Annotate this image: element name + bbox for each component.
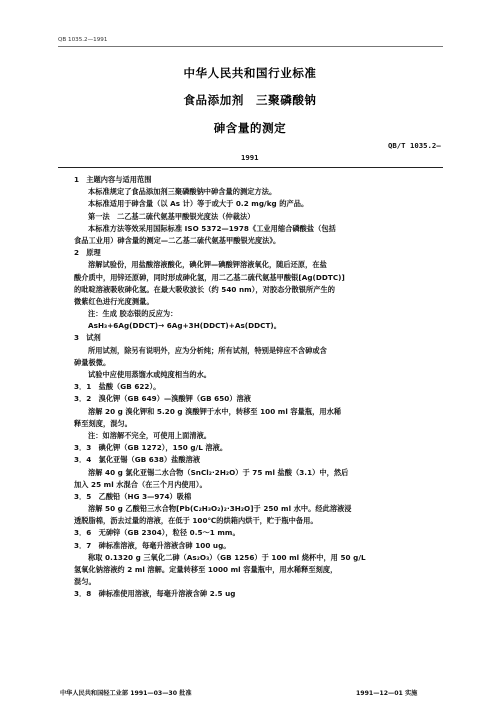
body-line: 微紫红色进行光度测量。 (74, 296, 154, 306)
clause-heading: 3．8 砷标准使用溶液，每毫升溶液含砷 2.5 ug (74, 589, 236, 599)
section-heading: 3 试剂 (74, 333, 101, 343)
body-line: 本标准方法等效采用国际标准 ISO 5372—1978《工业用缩合磷酸盐（包括 (88, 223, 336, 233)
body-line: 混匀。 (74, 577, 96, 587)
body-line: 本标准规定了食品添加剂三聚磷酸钠中砷含量的测定方法。 (88, 187, 277, 197)
note-line: 注：生成 胶态银的反应为： (88, 309, 178, 319)
body-line: 溶解 40 g 氯化亚锡二水合物（SnCl₂·2H₂O）于 75 ml 盐酸（3.1）中，然后 (88, 467, 349, 477)
standard-year: 1991 (241, 153, 259, 162)
running-header-code: QB 1035.2—1991 (58, 37, 108, 43)
body-line: 透脱脂棉，沥去过量的溶液，在低于 100℃的烘箱内烘干，贮于瓶中备用。 (74, 516, 318, 526)
body-line: 称取 0.1320 g 三氧化二砷（As₂O₃）（GB 1256）于 100 ml 烧杯中，用 50 g/L (88, 552, 366, 562)
document-issuer-title: 中华人民共和国行业标准 (183, 66, 317, 80)
body-line: 溶解试验份，用盐酸溶液酸化，碘化钾—碘酸钾溶液氧化，随后还原，在盐 (88, 260, 327, 270)
reaction-equation: AsH₃+6Ag(DDCT)→ 6Ag+3H(DDCT)+As(DDCT)。 (88, 321, 281, 331)
body-line: 溶解 50 g 乙酸铅三水合物[Pb(C₂H₃O₂)₂·3H₂O]于 250 ml 水中。经此溶液浸 (88, 504, 352, 514)
implementation-footer: 1991—12—01 实施 (356, 690, 418, 697)
clause-heading: 3．5 乙酸铅（HG 3—974）吸棉 (74, 491, 192, 501)
clause-heading: 3．6 无砷锌（GB 2304），粒径 0.5～1 mm。 (74, 528, 240, 538)
body-line: 的吡啶溶液吸收砷化氢。在最大吸收波长（约 540 nm），对胶态分散银所产生的 (74, 284, 335, 294)
document-method-title: 砷含量的测定 (213, 121, 287, 135)
document-body (74, 174, 436, 601)
body-line: 砷量极微。 (74, 357, 111, 367)
body-line: 所用试剂，除另有说明外，应为分析纯；所有试剂，特别是锌应不含砷或含 (88, 345, 327, 355)
body-line: 酸介质中，用锌还原砷，同时形成砷化氢，用二乙基二硫代氨基甲酸银[Ag(DDTC)] (74, 272, 345, 282)
clause-heading: 3．4 氯化亚锡（GB 638）盐酸溶液 (74, 455, 201, 465)
standard-number: QB/T 1035.2— (388, 141, 441, 150)
body-line: 本标准适用于砷含量（以 As 计）等于或大于 0.2 mg/kg 的产品。 (88, 199, 309, 209)
clause-heading: 3．2 溴化钾（GB 649）—溴酸钾（GB 650）溶液 (74, 394, 252, 404)
method-heading: 第一法 二乙基二硫代氨基甲酸银光度法（仲裁法） (88, 211, 255, 221)
body-line: 食品工业用）砷含量的测定—二乙基二硫代氨基甲酸银光度法》。 (74, 235, 281, 245)
body-line: 试验中应使用蒸馏水或纯度相当的水。 (88, 370, 212, 379)
header-rule (58, 46, 443, 47)
clause-heading: 3．1 盐酸（GB 622）。 (74, 382, 161, 392)
note-line: 注：如溶解不完全，可使用上面清液。 (88, 430, 212, 440)
clause-heading: 3．3 碘化钾（GB 1272），150 g/L 溶液。 (74, 443, 228, 453)
document-subject-title: 食品添加剂 三聚磷酸钠 (183, 93, 317, 107)
body-line: 氢氧化钠溶液约 2 ml 溶解。定量转移至 1000 ml 容量瓶中，用水稀释至刻度， (74, 565, 338, 574)
section-heading: 1 主题内容与适用范围 (74, 175, 152, 184)
approval-footer: 中华人民共和国轻工业部 1991—03—30 批准 (60, 690, 192, 697)
clause-heading: 3．7 砷标准溶液，每毫升溶液含砷 100 ug。 (74, 540, 231, 550)
body-line: 溶解 20 g 溴化钾和 5.20 g 溴酸钾于水中，转移至 100 ml 容量瓶，用水稀 (88, 406, 342, 416)
section-heading: 2 原理 (74, 248, 101, 258)
body-line: 释至刻度，混匀。 (74, 418, 132, 428)
title-rule (58, 167, 443, 168)
body-line: 加入 25 ml 水混合（在三个月内使用）。 (74, 479, 207, 489)
